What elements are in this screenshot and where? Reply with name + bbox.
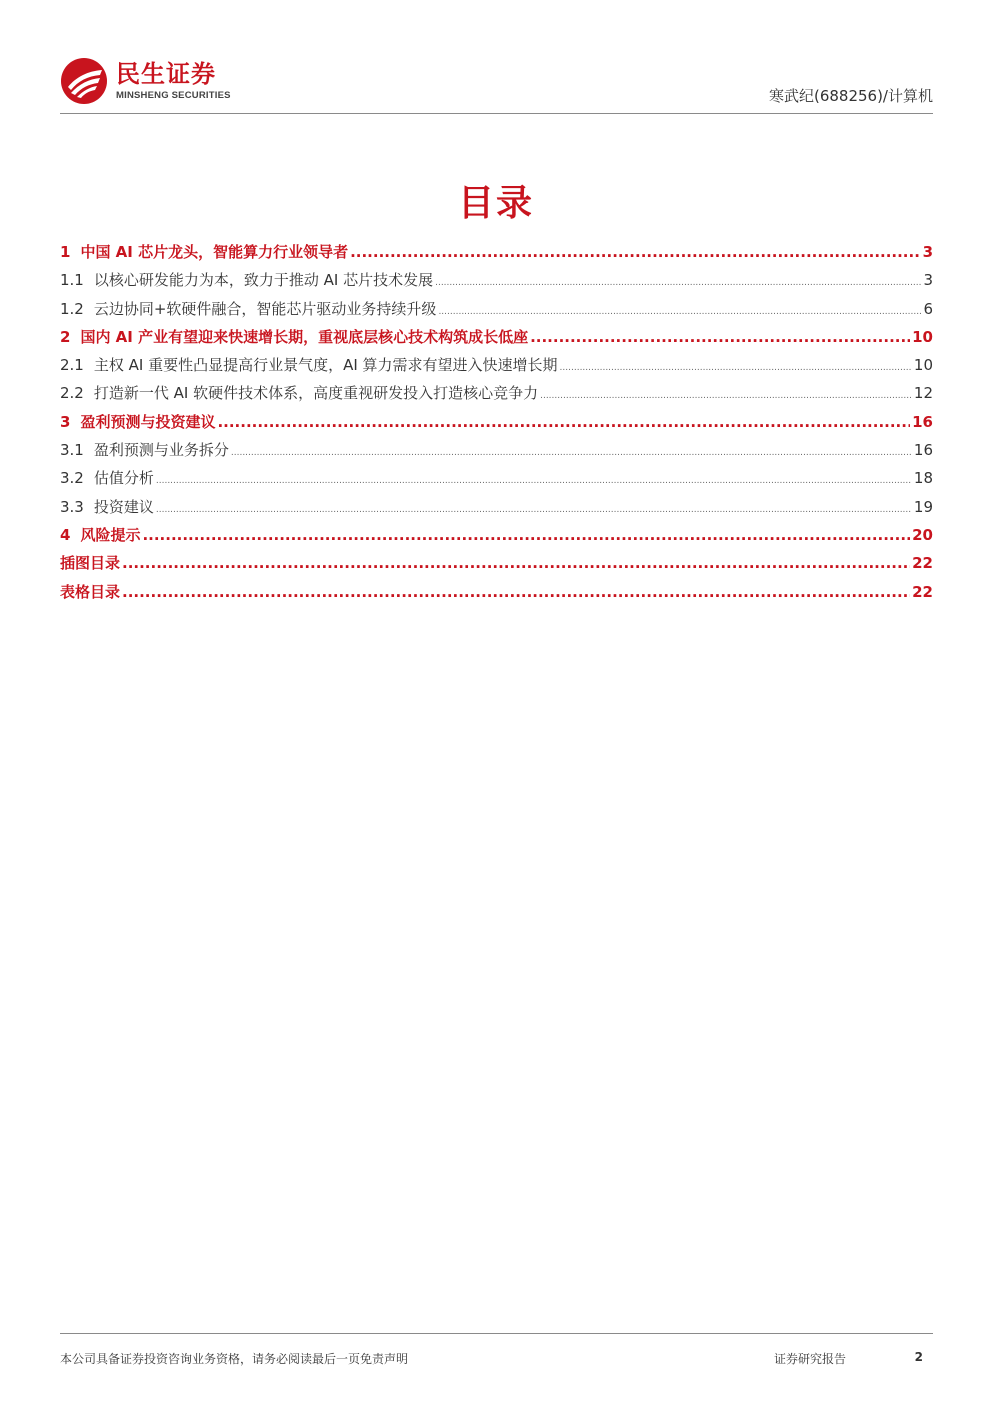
toc-entry-label — [60, 323, 528, 351]
toc-entry[interactable] — [60, 351, 933, 379]
toc-entry-text: 中国 AI 芯片龙头，智能算力行业领导者 — [80, 243, 349, 261]
toc-entry[interactable] — [60, 493, 933, 521]
company-logo — [60, 57, 250, 107]
footer-disclaimer: 本公司具备证券投资咨询业务资格，请务必阅读最后一页免责声明 — [60, 1352, 409, 1366]
toc-entry-page: 22 — [912, 554, 933, 573]
toc-entry-number: 3.2 — [60, 469, 84, 488]
toc-entry[interactable] — [60, 578, 933, 606]
page-footer — [60, 1333, 933, 1374]
toc-entry-text: 主权 AI 重要性凸显提高行业景气度，AI 算力需求有望进入快速增长期 — [93, 356, 558, 375]
toc-entry-number: 1.1 — [60, 271, 84, 290]
toc-leader-dots — [122, 578, 910, 606]
toc-entry-text: 风险提示 — [80, 525, 141, 544]
toc-entry-page: 6 — [923, 299, 933, 318]
toc-entry-number: 3 — [60, 412, 71, 431]
report-tag: 寒武纪(688256)/计算机 — [768, 87, 933, 105]
toc-entry-page: 3 — [922, 243, 933, 261]
footer-doc-type: 证券研究报告 — [774, 1352, 847, 1366]
toc-entry-page: 3 — [923, 271, 933, 290]
toc-entry[interactable] — [60, 549, 933, 577]
toc-entry-page: 10 — [912, 327, 933, 346]
toc-entry[interactable] — [60, 436, 933, 464]
toc-entry-number: 2 — [60, 327, 71, 346]
toc-leader-dots — [540, 382, 912, 410]
toc-entry[interactable] — [60, 266, 933, 294]
toc-leader-dots — [560, 354, 912, 382]
footer-page-number: 2 — [914, 1350, 923, 1364]
toc-entry-number: 2.1 — [60, 356, 84, 375]
toc-entry-label — [60, 266, 433, 294]
toc-entry-number: 3.1 — [60, 441, 84, 460]
toc-entry-label — [60, 295, 436, 323]
toc-entry-number: 2.2 — [60, 384, 84, 403]
toc-entry-number: 3.3 — [60, 497, 84, 516]
toc-leader-dots — [156, 496, 912, 524]
toc-entry[interactable] — [60, 464, 933, 492]
toc-entry-page: 16 — [913, 441, 933, 460]
toc-leader-dots — [438, 298, 921, 326]
toc-leader-dots — [142, 521, 910, 549]
toc-entry-text: 打造新一代 AI 软硬件技术体系，高度重视研发投入打造核心竞争力 — [93, 384, 539, 403]
toc-title: 目录 — [457, 183, 534, 224]
toc-entry[interactable] — [60, 379, 933, 407]
minsheng-logo-icon — [60, 57, 108, 105]
toc-entry-label — [60, 379, 538, 407]
toc-entry-page: 19 — [913, 497, 933, 516]
toc-entry-label — [60, 521, 140, 549]
toc-entry-label — [60, 238, 348, 266]
toc-entry-label — [60, 351, 558, 379]
toc-entry-page: 20 — [912, 525, 933, 544]
toc-entry-label — [60, 464, 154, 492]
toc-entry-text: 以核心研发能力为本，致力于推动 AI 芯片技术发展 — [93, 271, 434, 290]
toc-entry-text: 表格目录 — [60, 582, 121, 601]
toc-entry-label — [60, 493, 154, 521]
toc-entry-text: 盈利预测与投资建议 — [80, 412, 216, 431]
toc-entry-page: 22 — [912, 582, 933, 601]
page-header — [60, 55, 933, 114]
toc-entry-number: 1 — [60, 243, 71, 261]
logo-text-cn: 民生证券 — [116, 60, 216, 88]
toc-entry-label — [60, 549, 120, 577]
toc-entry-label — [60, 578, 120, 606]
toc-entry-number: 4 — [60, 525, 71, 544]
toc-entry-label — [60, 408, 215, 436]
toc-entry-text: 云边协同+软硬件融合，智能芯片驱动业务持续升级 — [93, 299, 437, 318]
toc-leader-dots — [350, 238, 920, 266]
toc-entry-text: 国内 AI 产业有望迎来快速增长期，重视底层核心技术构筑成长低座 — [80, 327, 529, 346]
toc-entry[interactable] — [60, 408, 933, 436]
toc-leader-dots — [530, 323, 910, 351]
toc-leader-dots — [435, 269, 921, 297]
toc-entry-text: 投资建议 — [93, 497, 154, 516]
toc-leader-dots — [217, 408, 910, 436]
toc-entry[interactable] — [60, 521, 933, 549]
toc-entry-number: 1.2 — [60, 299, 84, 318]
toc-entry-page: 18 — [913, 469, 933, 488]
toc-entry[interactable] — [60, 323, 933, 351]
toc-entry-text: 估值分析 — [93, 469, 154, 488]
toc-leader-dots — [231, 439, 912, 467]
toc-entry-label — [60, 436, 229, 464]
toc-leader-dots — [156, 467, 912, 495]
toc-entry-page: 10 — [913, 356, 933, 375]
toc-entry-page: 16 — [912, 412, 933, 431]
table-of-contents — [60, 238, 933, 606]
toc-entry-text: 盈利预测与业务拆分 — [93, 441, 229, 460]
toc-entry[interactable] — [60, 238, 933, 266]
toc-entry-page: 12 — [913, 384, 933, 403]
toc-entry[interactable] — [60, 295, 933, 323]
toc-leader-dots — [122, 549, 910, 577]
logo-text-en: MINSHENG SECURITIES — [116, 90, 231, 101]
toc-entry-text: 插图目录 — [60, 554, 121, 573]
